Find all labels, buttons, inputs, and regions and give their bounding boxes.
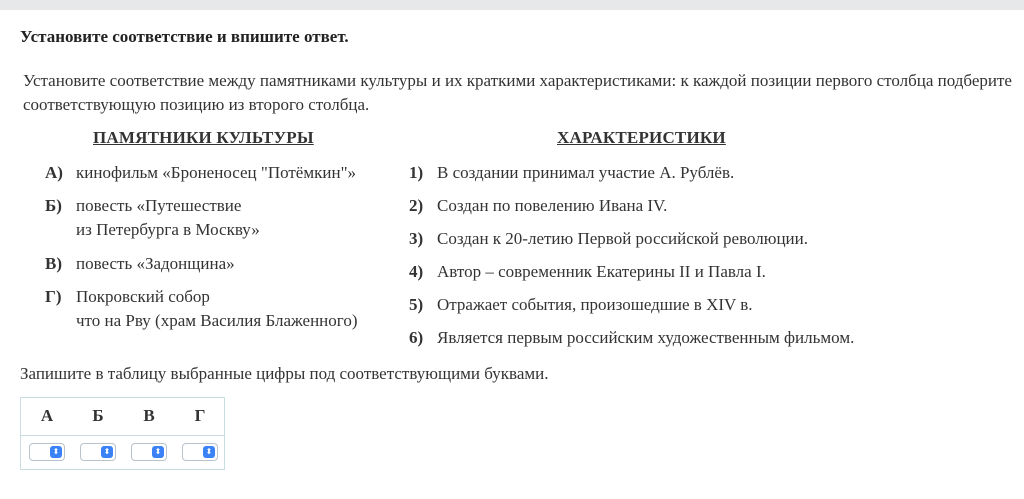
task-title: Установите соответствие и впишите ответ. [20, 27, 349, 46]
item-text: Покровский собор [76, 287, 210, 306]
answer-table [20, 397, 225, 470]
answer-select-g[interactable] [182, 443, 218, 461]
right-column-heading: ХАРАКТЕРИСТИКИ [557, 128, 726, 147]
answer-instruction: Запишите в таблицу выбранные цифры под соответствующими буквами. [20, 364, 549, 383]
item-text: кинофильм «Броненосец "Потёмкин"» [76, 163, 357, 182]
right-item-6 [409, 326, 1009, 350]
select-arrows-icon: ⬍ [152, 446, 164, 458]
answer-select-v[interactable] [131, 443, 167, 461]
item-text: повесть «Путешествие [76, 196, 242, 215]
right-item-1 [409, 161, 1009, 185]
item-number: 6) [409, 328, 424, 347]
left-item-g [45, 285, 405, 333]
right-item-5 [409, 293, 1009, 317]
item-text: В создании принимал участие А. Рублёв. [437, 163, 735, 182]
item-text-line2: из Петербурга в Москву» [76, 220, 260, 239]
select-arrows-icon: ⬍ [203, 446, 215, 458]
answer-header-b: Б [92, 406, 104, 425]
top-bar [0, 0, 1024, 10]
item-letter: А) [45, 163, 63, 182]
item-number: 4) [409, 262, 424, 281]
left-item-v [45, 252, 405, 276]
answer-header-row [21, 398, 224, 436]
item-text: Создан к 20-летию Первой российской революции. [437, 229, 809, 248]
left-item-b [45, 194, 405, 242]
item-number: 5) [409, 295, 424, 314]
right-item-4 [409, 260, 1009, 284]
item-number: 2) [409, 196, 424, 215]
item-letter: В) [45, 254, 62, 273]
item-text-line2: что на Рву (храм Василия Блаженного) [76, 311, 358, 330]
select-arrows-icon: ⬍ [101, 446, 113, 458]
item-text: Создан по повелению Ивана IV. [437, 196, 668, 215]
item-text: Является первым российским художественным фильмом. [437, 328, 855, 347]
right-item-2 [409, 194, 1009, 218]
item-number: 3) [409, 229, 424, 248]
item-text: повесть «Задонщина» [76, 254, 235, 273]
left-column-heading: ПАМЯТНИКИ КУЛЬТУРЫ [93, 128, 314, 147]
item-number: 1) [409, 163, 424, 182]
task-description: Установите соответствие между памятниками культуры и их краткими характеристиками: к каждой позиции первого столбца подберите соответствующую позицию из второго столбца. [23, 71, 1012, 114]
item-text: Автор – современник Екатерины II и Павла I. [437, 262, 766, 281]
select-arrows-icon: ⬍ [50, 446, 62, 458]
answer-header-v: В [143, 406, 155, 425]
answer-select-b[interactable] [80, 443, 116, 461]
answer-header-g: Г [194, 406, 206, 425]
item-letter: Г) [45, 287, 62, 306]
answer-header-a: А [40, 406, 54, 425]
left-item-a [45, 161, 405, 185]
item-letter: Б) [45, 196, 62, 215]
answer-select-a[interactable] [29, 443, 65, 461]
right-item-3 [409, 227, 1009, 251]
item-text: Отражает события, произошедшие в XIV в. [437, 295, 753, 314]
